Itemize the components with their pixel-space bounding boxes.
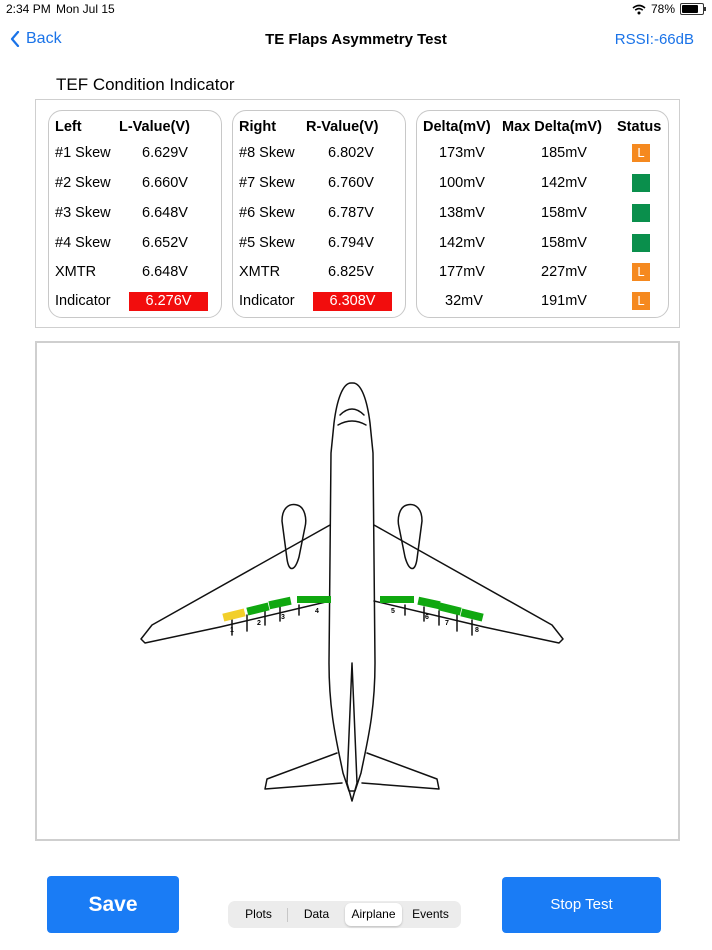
cockpit-windows	[340, 409, 364, 415]
battery-fill	[682, 5, 698, 13]
right-row-value: 6.802V	[328, 145, 374, 161]
max-delta-value: 191mV	[541, 293, 587, 309]
delta-value: 32mV	[445, 293, 483, 309]
right-indicator-value: 6.308V	[313, 292, 392, 311]
left-row-name: XMTR	[55, 264, 97, 280]
vertical-fin	[347, 663, 357, 801]
right-table	[232, 110, 406, 318]
right-flap-tracks	[405, 605, 472, 635]
segment-events[interactable]: Events	[412, 907, 449, 921]
flap-label-7: 7	[445, 620, 449, 627]
max-delta-value: 158mV	[541, 235, 587, 251]
left-row-name: #2 Skew	[55, 175, 111, 191]
save-button[interactable]: Save	[47, 876, 179, 933]
delta-value: 173mV	[439, 145, 485, 161]
left-row-name: #4 Skew	[55, 235, 111, 251]
left-row-value: 6.629V	[142, 145, 188, 161]
right-row-value: 6.760V	[328, 175, 374, 191]
max-delta-value: 142mV	[541, 175, 587, 191]
delta-table	[416, 110, 669, 318]
left-indicator-label: Indicator	[55, 293, 111, 309]
cockpit-windows-lower	[338, 421, 366, 425]
right-engine	[398, 505, 422, 569]
left-row-name: #3 Skew	[55, 205, 111, 221]
nav-bar	[0, 26, 712, 56]
max-delta-header: Max Delta(mV)	[502, 119, 602, 135]
max-delta-value: 185mV	[541, 145, 587, 161]
battery-icon	[680, 3, 704, 15]
status-warning-badge: L	[632, 292, 650, 310]
back-label: Back	[26, 30, 62, 47]
airplane-diagram	[35, 341, 680, 841]
back-button[interactable]	[10, 30, 62, 48]
status-warning-badge: L	[632, 144, 650, 162]
status-date: Mon Jul 15	[56, 2, 115, 16]
battery-percent: 78%	[650, 2, 675, 16]
right-row-name: #6 Skew	[239, 205, 295, 221]
delta-value: 142mV	[439, 235, 485, 251]
chevron-left-icon	[10, 31, 20, 47]
stop-test-button[interactable]: Stop Test	[502, 877, 661, 933]
page-title: TE Flaps Asymmetry Test	[265, 31, 447, 48]
flap-label-6: 6	[425, 614, 429, 621]
right-row-name: #7 Skew	[239, 175, 295, 191]
segment-airplane[interactable]: Airplane	[345, 903, 402, 926]
max-delta-value: 227mV	[541, 264, 587, 280]
flap-5	[380, 596, 414, 603]
right-row-value: 6.794V	[328, 235, 374, 251]
wifi-icon	[632, 4, 646, 15]
flap-4	[297, 596, 331, 603]
flap-1	[222, 608, 245, 621]
segment-plots[interactable]: Plots	[245, 907, 272, 921]
flap-label-3: 3	[281, 614, 285, 621]
right-row-value: 6.787V	[328, 205, 374, 221]
section-title: TEF Condition Indicator	[56, 75, 235, 94]
flap-label-4: 4	[315, 608, 319, 615]
delta-value: 100mV	[439, 175, 485, 191]
status-right	[632, 2, 704, 16]
status-warning-badge: L	[632, 263, 650, 281]
fuselage-outline	[329, 383, 375, 791]
left-row-value: 6.652V	[142, 235, 188, 251]
status-bar	[0, 0, 712, 20]
delta-header: Delta(mV)	[423, 119, 491, 135]
left-stabilizer	[265, 753, 342, 789]
left-row-value: 6.648V	[142, 205, 188, 221]
flap-7	[438, 602, 461, 615]
rssi-readout: RSSI:-66dB	[614, 31, 694, 48]
view-segmented-control	[228, 901, 461, 928]
flap-label-5: 5	[391, 608, 395, 615]
flap-2	[246, 602, 269, 615]
delta-value: 177mV	[439, 264, 485, 280]
flap-label-2: 2	[257, 620, 261, 627]
right-row-name: #8 Skew	[239, 145, 295, 161]
status-time: 2:34 PM	[6, 2, 51, 16]
left-row-name: #1 Skew	[55, 145, 111, 161]
left-engine	[282, 505, 306, 569]
status-ok-badge	[632, 234, 650, 252]
status-ok-badge	[632, 204, 650, 222]
flap-label-8: 8	[475, 627, 479, 634]
condition-panel	[35, 99, 680, 328]
left-header-name: Left	[55, 119, 82, 135]
right-row-name: #5 Skew	[239, 235, 295, 251]
status-header: Status	[617, 119, 662, 135]
right-stabilizer	[362, 753, 439, 789]
flap-label-1: 1	[230, 627, 234, 634]
status-ok-badge	[632, 174, 650, 192]
airplane-drawing	[37, 343, 678, 839]
left-indicator-value: 6.276V	[129, 292, 208, 311]
right-row-name: XMTR	[239, 264, 281, 280]
left-header-value: L-Value(V)	[119, 119, 190, 135]
right-indicator-label: Indicator	[239, 293, 295, 309]
left-table	[48, 110, 222, 318]
right-header-name: Right	[239, 119, 277, 135]
flap-6	[417, 597, 440, 609]
left-row-value: 6.648V	[142, 264, 188, 280]
delta-value: 138mV	[439, 205, 485, 221]
max-delta-value: 158mV	[541, 205, 587, 221]
left-row-value: 6.660V	[142, 175, 188, 191]
right-header-value: R-Value(V)	[306, 119, 379, 135]
segment-data[interactable]: Data	[303, 907, 330, 921]
right-row-value: 6.825V	[328, 264, 374, 280]
